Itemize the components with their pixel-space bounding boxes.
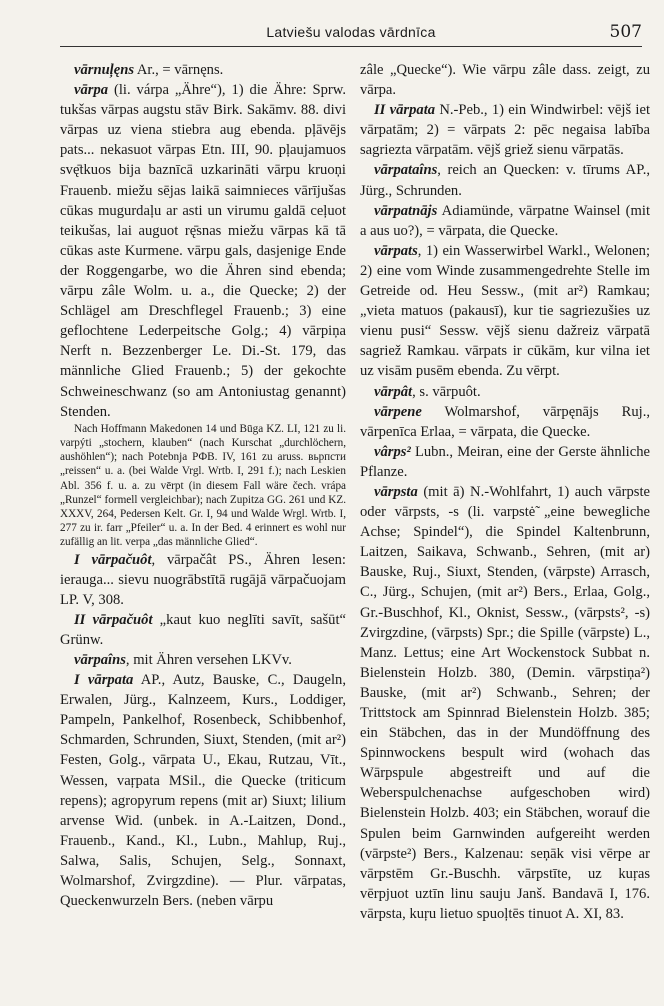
entry-text: (mit ā) N.-Wohlfahrt, 1) auch vārpste oder vārpsts, -s (li. varpstė̃ „eine bewegliche Achse; Spindel“), die Spindel Kaltenbrunn, Laitzen, Saikava, Schwanb., Sehren, (mit ar) Bauske, Ruj., Siuxt, Stenden, (vārpste) Arrasch, C., Jürg., Schujen, (mit ar²) Bers., Erlaa, Golg., Gr.-Buschhof, Kl., Oknist, Sessw., (vārpsts², -s) Zvirgzdine, (vārpsts) Spr.; die Spille (vārpste) L., Manz. Lettus; eine Art Wockenstock Subbat n. Bielenstein Holzb. 380, (Demin. vārpstiņa²) Bauske, (mit ar²) Schwanb., Sehren; der Trittstock am Spinnrad Bielenstein Holzb. 385; ein Stäbchen, das in der Mundöffnung des Spinnwockens bespult wird (wohach das Wārpspule abgestreift und auf die Weberspulchenachse aufgeschoben wird) Bielenstein Holzb. 403; ein Stäbchen, worauf die Spulen beim Garnwinden aufgereiht werden (vārpste²) Bers., Kalzenau: seņāk visi vērpe ar vārpstēm Gr.-Buschh. vārpstīte, uz kuŗas vērpjuot uztīn linu sauju Janš. Bandavā I, 176. vārpsta, kuŗu lietuo spuoļtēs tinuot A. XI, 83. xyxy=(360,483,650,922)
headword: vārpât xyxy=(374,383,413,400)
etymology-note xyxy=(60,422,346,550)
headword: vārpsta xyxy=(374,483,418,500)
dictionary-entry xyxy=(360,382,650,402)
dictionary-entry xyxy=(360,60,650,100)
headword: II vārpačuôt xyxy=(74,611,153,628)
entry-text: Ar., = vārnęns. xyxy=(134,62,224,78)
headword: vārpataîns xyxy=(374,162,438,179)
dictionary-entry xyxy=(360,160,650,200)
headword: vārpene xyxy=(374,403,422,420)
page-number: 507 xyxy=(609,22,642,42)
headword: vārpa xyxy=(74,82,109,99)
entry-text: Nach Hoffmann Makedonen 14 und Būga KZ. LI, 121 zu li. varpýti „stochern, klauben“ (nach Kurschat „durchlöchern, aushöhlen“); nach Potebnja PФВ. IV, 161 zu aruss. вьрпсти „reissen“ u. a. (bei Walde Vrgl. Wrtb. I, 291 f.); nach Leskien Abl. 356 f. u. a. zu vērpt (in diesem Fall wäre čech. vrápa „Runzel“ formell vergleichbar); nach Zupitza GG. 261 und KZ. XXXV, 264, Pedersen Kelt. Gr. I, 94 und Walde Wrgl. Wrtb. I, 277 zu ir. farr „Pfeiler“ u. a. In der Bed. 4 erinnert es wohl nur zufällig an lit. verpa „das männliche Glied“. xyxy=(60,422,346,549)
dictionary-entry xyxy=(360,100,650,160)
entry-text: Wolmarshof, vārpęnājs Ruj., vārpenīca Erlaa, = vārpata, die Quecke. xyxy=(360,403,650,440)
entry-text: zâle „Quecke“). Wie vārpu zâle dass. zeigt, zu vārpa. xyxy=(360,62,650,99)
entry-text: , reich an Quecken: v. tīrums AP., Jürg., Schrunden. xyxy=(360,162,650,199)
entry-text: AP., Autz, Bauske, C., Daugeln, Erwalen, Jürg., Kalnzeem, Kurs., Loddiger, Pampeln, Pankelhof, Rosenbeck, Schibbenhof, Schmarden, Schrunden, Siuxt, Stenden, (mit ar²) Festen, Golg., vārpata U., Ekau, Rutzau, Vīt., Wessen, vaŗpata MSil., die Quecke (triticum repens); agropyrum repens (mit ar) Siuxt; lilium arvense Wid. (unbek. in A.-Laitzen, Dond., Frauenb., Kand., Kl., Lubn., Mahlup, Ruj., Salwa, Salis, Schujen, Selg., Sonnaxt, Wolmarshof, Zvirgzdine). — Plur. vārpatas, Queckenwurzeln Bers. (neben vārpu xyxy=(60,672,346,910)
dictionary-entry xyxy=(360,402,650,442)
running-title: Latviešu valodas vārdnīca xyxy=(266,24,436,40)
headword: II vārpata xyxy=(374,102,436,119)
entry-text: „kaut kuo neglīti savīt, sašūt“ Grünw. xyxy=(60,611,346,648)
entry-text: , mit Ähren versehen LKVv. xyxy=(125,651,292,668)
headword: vārpatnājs xyxy=(374,202,438,219)
dictionary-entry xyxy=(60,610,346,650)
dictionary-entry xyxy=(60,550,346,610)
headword: vârps² xyxy=(374,443,411,460)
dictionary-entry xyxy=(360,241,650,382)
dictionary-entry xyxy=(360,201,650,241)
headword: vārpats xyxy=(374,242,418,259)
headword: I vārpata xyxy=(74,672,134,689)
headword: vārnul̦ęns xyxy=(74,62,135,78)
dictionary-entry xyxy=(360,442,650,482)
left-column xyxy=(60,60,346,911)
headword: I vārpačuôt xyxy=(74,551,152,568)
dictionary-entry xyxy=(60,80,346,422)
entry-text: (li. várpa „Ähre“), 1) die Ähre: Sprw. tukšas vārpas augstu stāv Birk. Sakāmv. 88. divi vārpas uz viena stiebra aug ebenda. pļāvējs pats... nekasuot vārpas Etn. III, 90. pļaujamuos svę̄tkuos bija baznīcā uzkarināti vārpu kruoņi Frauenb. miežu sējas laikā saimnieces vārījušas cūkas mugurdaļu ar asti un virumu galdā ceļuot teikušas, lai auguot rę̄snas miežu vārpas kā tā cūkas aste Kurmene. vārpu gals, dasjenige Ende der Roggengarbe, wo die Ähren sind ebenda; vārpu zâle Wolm. u. a., die Quecke; 2) der Schlägel am Dreschflegel Frauenb.; 3) eine geflochtene Lederpeitsche Golg.; 4) vārpiņa Nerft n. Bezzenberger Le. Di.-St. 179, das männliche Glied Frauenb.; 5) der gekochte Schweineschwanz (so am Antoniustag genannt) Stenden. xyxy=(60,82,346,420)
entry-text: , s. vārpuôt. xyxy=(412,383,481,400)
dictionary-entry xyxy=(60,650,346,670)
entry-text: , vārpačât PS., Ähren lesen: ierauga... sievu nuogrābstītā rugājā vārpačuojam LP. V, 308. xyxy=(60,551,346,608)
entry-text: N.-Peb., 1) ein Windwirbel: vējš iet vārpatām; 2) = vārpats 2: pēc negaisa labība sagriezta vārpatām. vējš griež sienu vārpatās. xyxy=(360,102,650,159)
right-column xyxy=(360,60,650,924)
dictionary-entry xyxy=(60,670,346,911)
entry-text: Lubn., Meiran, eine der Gerste ähnliche Pflanze. xyxy=(360,443,650,480)
entry-text: Adiamünde, vārpatne Wainsel (mit a aus uo?), = vārpata, die Quecke. xyxy=(360,202,650,239)
headword: vārpaîns xyxy=(74,651,126,668)
entry-text: , 1) ein Wasserwirbel Warkl., Welonen; 2) eine vom Winde zusammengedrehte Stelle im Getreide od. Heu Sessw., (mit ar²) Ramkau; „vieta matuos (pakausī), kur tie sagriezušies uz vienu pusi“ Sessw. vējš sienu dažreiz vārpatā sagriež Ramkau. vārpats ir cūkām, kur vilna iet uz visām pusēm ebenda. Zu vērpt. xyxy=(360,242,650,380)
page-header xyxy=(60,22,642,47)
dictionary-entry xyxy=(360,482,650,924)
dictionary-entry xyxy=(60,60,346,80)
